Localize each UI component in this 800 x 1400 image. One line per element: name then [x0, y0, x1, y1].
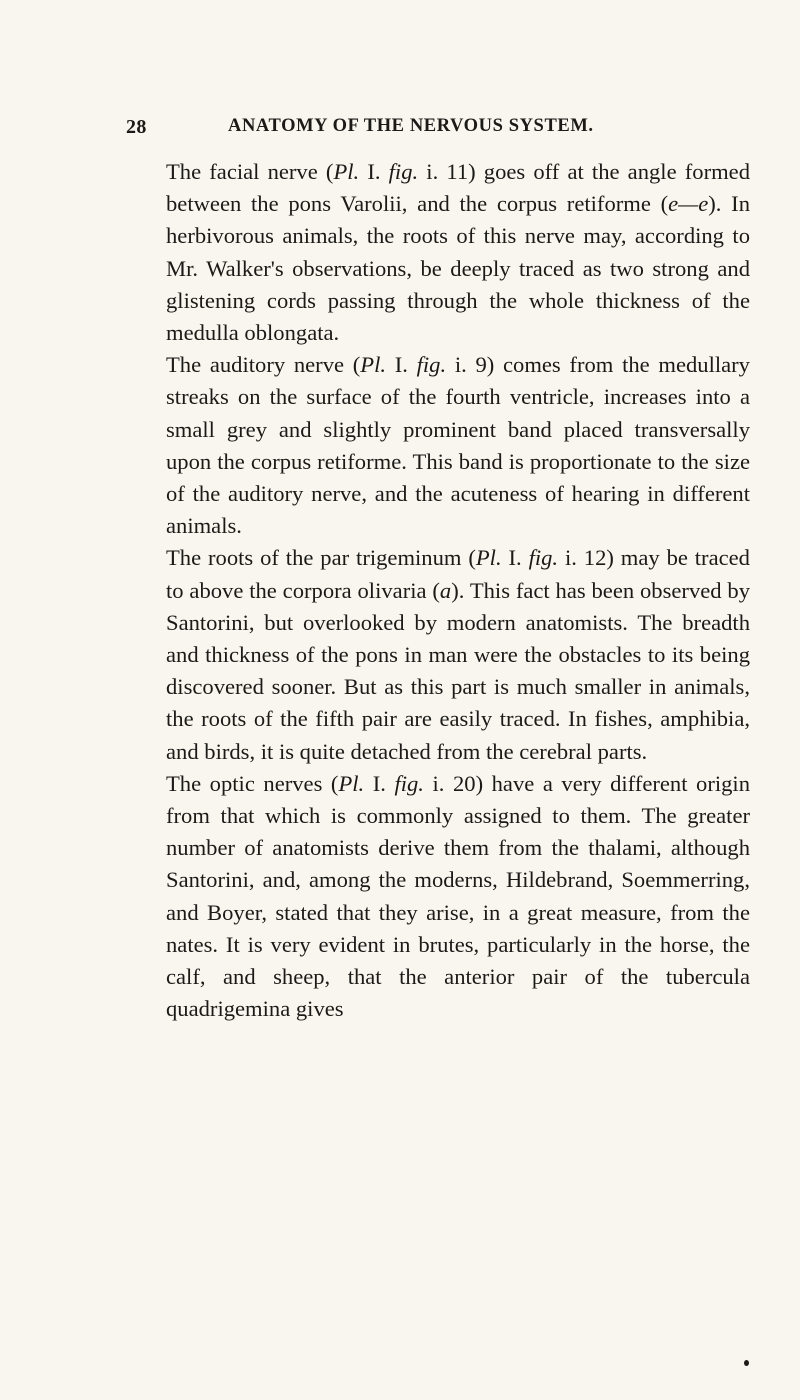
- letter-ref: a: [439, 577, 452, 603]
- plate-ref: Pl.: [360, 352, 386, 378]
- fig-ref: fig.: [388, 159, 419, 184]
- text-run: i. 12) may be traced to above the corpora olivaria (: [166, 545, 750, 603]
- text-run: I.: [359, 159, 389, 184]
- header-title: ANATOMY OF THE NERVOUS SYSTEM.: [228, 116, 594, 136]
- text-run: The auditory nerve (: [166, 352, 361, 378]
- page-number: 28: [126, 116, 147, 138]
- paragraph-facial-nerve: [166, 156, 750, 349]
- text-run: I.: [386, 352, 417, 378]
- text-run: I.: [501, 545, 529, 571]
- fig-ref: fig.: [528, 545, 559, 571]
- text-run: i. 9) comes from the medullary streaks on the surface of the fourth ventricle, increases into a small grey and slightly prominent band placed transversally upon the corpus retiforme. This band is proportionate to the size of the auditory nerve, and the acuteness of hearing in different animals.: [166, 352, 750, 539]
- plate-ref: Pl.: [475, 545, 502, 571]
- text-run: The optic nerves (: [166, 770, 339, 796]
- text-run: i. 11) goes off at the angle formed between the pons Varolii, and the corpus retiforme (: [166, 159, 750, 217]
- fig-ref: fig.: [394, 770, 424, 796]
- letter-ref: e—e: [668, 191, 709, 217]
- paragraph-auditory-nerve: [166, 349, 750, 542]
- text-run: I.: [364, 770, 395, 796]
- text-run: ). This fact has been observed by Santorini, but overlooked by modern anatomists. The breadth and thickness of the pons in man were the obstacles to its being discovered sooner. But as this part is much smaller in animals, the roots of the fifth pair are easily traced. In fishes, amphibia, and birds, it is quite detached from the cerebral parts.: [166, 577, 751, 764]
- body-text: [166, 156, 750, 1025]
- fig-ref: fig.: [416, 352, 447, 378]
- text-run: The roots of the par trigeminum (: [166, 545, 476, 571]
- plate-ref: Pl.: [333, 159, 360, 184]
- running-head: [126, 116, 748, 144]
- paragraph-optic-nerves: [166, 768, 750, 1026]
- text-run: ). In herbivorous animals, the roots of this nerve may, according to Mr. Walker's observations, be deeply traced as two strong and glistening cords passing through the whole thickness of the medulla oblongata.: [166, 191, 750, 346]
- text-run: i. 20) have a very different origin from that which is commonly assigned to them. The greater number of anatomists derive them from the thalami, although Santorini, and, among the moderns, Hildebrand, Soemmerring, and Boyer, stated that they arise, in a great measure, from the nates. It is very evident in brutes, particularly in the horse, the calf, and sheep, that the anterior pair of the tubercula quadrigemina gives: [166, 770, 750, 1022]
- plate-ref: Pl.: [338, 770, 365, 796]
- text-run: The facial nerve (: [166, 159, 334, 184]
- catchword-mark: [744, 1360, 749, 1366]
- paragraph-trigeminum: [166, 542, 750, 767]
